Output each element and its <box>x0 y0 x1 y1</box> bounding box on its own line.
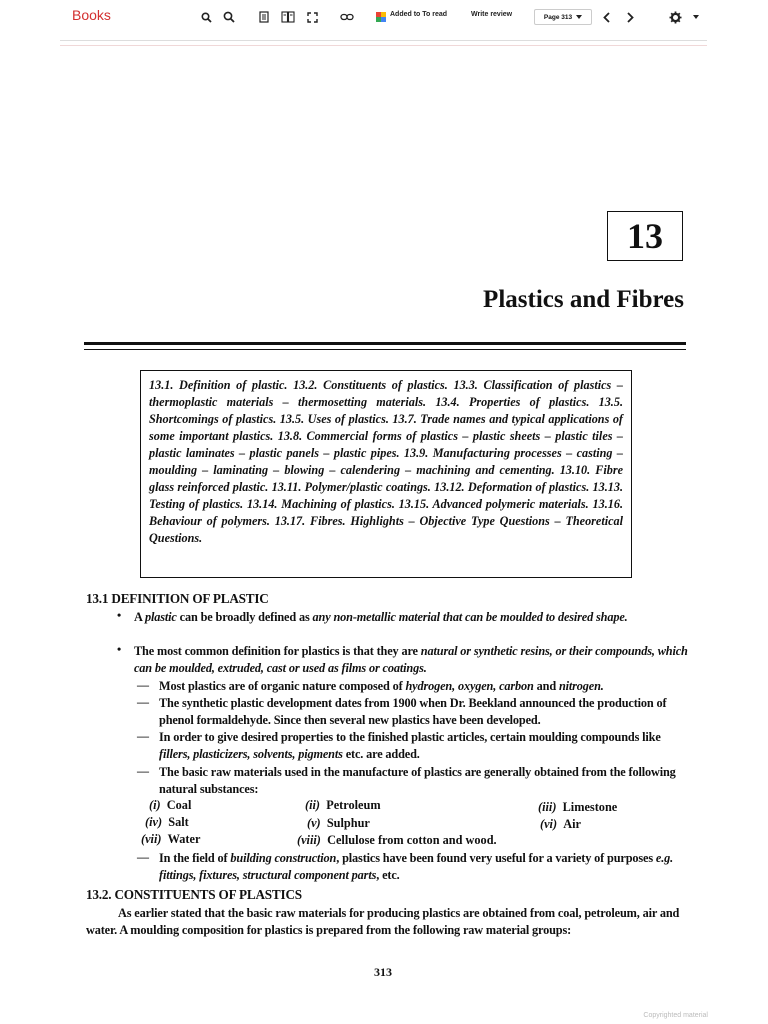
title-rule-thick <box>84 342 686 345</box>
next-page-icon[interactable] <box>624 9 636 25</box>
dash-raw-materials: The basic raw materials used in the manufacture of plastics are generally obtained from the following natural substances: <box>159 765 676 796</box>
library-colored-icon <box>375 9 387 25</box>
dash-building-construction: In the field of building construction, plastics have been found very useful for a variety of purposes e.g. fittings, fixtures, structural component parts, etc. <box>159 851 674 882</box>
copyright-watermark: Copyrighted material <box>643 1012 708 1019</box>
toolbar-divider-secondary <box>60 45 707 46</box>
bullet-marker: • <box>117 642 122 656</box>
bullet-marker: • <box>117 608 122 622</box>
chapter-contents-box: 13.1. Definition of plastic. 13.2. Constituents of plastics. 13.3. Classification of plastics –thermoplastic materials – thermosetting materials. 13.4. Properties of plastics. 13.5. Shortcomings of plastics. 13.5. Uses of plastics. 13.7. Trade names and typical applications of some important plastics. 13.8. Commercial forms of plastics – plastic sheets – plastic tiles – plastic laminates – plastic panels – plastic pipes. 13.9. Manufacturing processes – casting – moulding – laminating – blowing – calendering – machining and cementing. 13.10. Fibre glass reinforced plastic. 13.11. Polymer/plastic coatings. 13.12. Deformation of plastics. 13.13. Testing of plastics. 13.14. Machining of plastics. 13.15. Advanced polymeric materials. 13.16. Behaviour of polymers. 13.17. Fibres. Highlights – Objective Type Questions – Theoretical Questions. <box>140 370 632 578</box>
section-heading-constituents: 13.2. CONSTITUENTS OF PLASTICS <box>86 887 302 902</box>
fullscreen-icon[interactable] <box>305 9 319 25</box>
dash-organic-nature: Most plastics are of organic nature composed of hydrogen, oxygen, carbon and nitrogen. <box>159 679 604 693</box>
toolbar-divider <box>60 40 707 41</box>
dash-marker: — <box>137 764 149 778</box>
single-page-icon[interactable] <box>257 9 271 25</box>
settings-gear-icon[interactable] <box>668 9 682 25</box>
added-to-read-button[interactable]: Added to To read <box>390 11 448 18</box>
substance-item: (vii) Water <box>141 832 201 846</box>
dash-marker: — <box>137 678 149 692</box>
settings-caret-icon[interactable] <box>692 9 700 25</box>
title-rule-thin <box>84 349 686 350</box>
constituents-paragraph: As earlier stated that the basic raw materials for producing plastics are obtained from coal, petroleum, air and water. A moulding composition for plastics is prepared from the following raw material groups: <box>86 906 680 937</box>
substance-item: (ii) Petroleum <box>305 798 381 812</box>
section-heading-definition: 13.1 DEFINITION OF PLASTIC <box>86 591 269 606</box>
dash-synthetic-development: The synthetic plastic development dates from 1900 when Dr. Beekland announced the production of phenol formaldehyde. Since then several new plastics have been developed. <box>159 696 667 727</box>
page-number: 313 <box>374 965 392 979</box>
caret-down-icon <box>576 15 582 19</box>
bullet-common-definition: The most common definition for plastics is that they are natural or synthetic resins, or their compounds, which can be moulded, extruded, cast or used as films or coatings. <box>134 644 688 675</box>
dash-moulding-compounds: In order to give desired properties to the finished plastic articles, certain moulding compounds like fillers, plasticizers, solvents, pigments etc. are added. <box>159 730 661 761</box>
write-review-button[interactable]: Write review <box>471 11 513 18</box>
substance-item: (v) Sulphur <box>307 816 370 830</box>
page-select-dropdown[interactable] <box>534 9 592 25</box>
link-icon[interactable] <box>339 9 355 25</box>
zoom-icon[interactable] <box>222 9 236 25</box>
substance-item: (viii) Cellulose from cotton and wood. <box>297 833 497 847</box>
previous-page-icon[interactable] <box>600 9 612 25</box>
substance-item: (vi) Air <box>540 817 581 831</box>
dash-marker: — <box>137 850 149 864</box>
search-icon[interactable] <box>199 9 213 25</box>
substance-item: (i) Coal <box>149 798 192 812</box>
page-select-label: Page 313 <box>543 13 573 21</box>
dash-marker: — <box>137 729 149 743</box>
chapter-title: Plastics and Fibres <box>483 286 684 313</box>
bullet-plastic-definition: A plastic can be broadly defined as any non-metallic material that can be moulded to desired shape. <box>134 610 628 624</box>
substance-item: (iii) Limestone <box>538 800 618 814</box>
chapter-number: 13 <box>607 211 683 261</box>
books-toolbar <box>0 0 768 38</box>
two-page-icon[interactable] <box>280 9 296 25</box>
substance-item: (iv) Salt <box>145 815 189 829</box>
books-brand-link[interactable]: Books <box>72 7 111 23</box>
dash-marker: — <box>137 695 149 709</box>
